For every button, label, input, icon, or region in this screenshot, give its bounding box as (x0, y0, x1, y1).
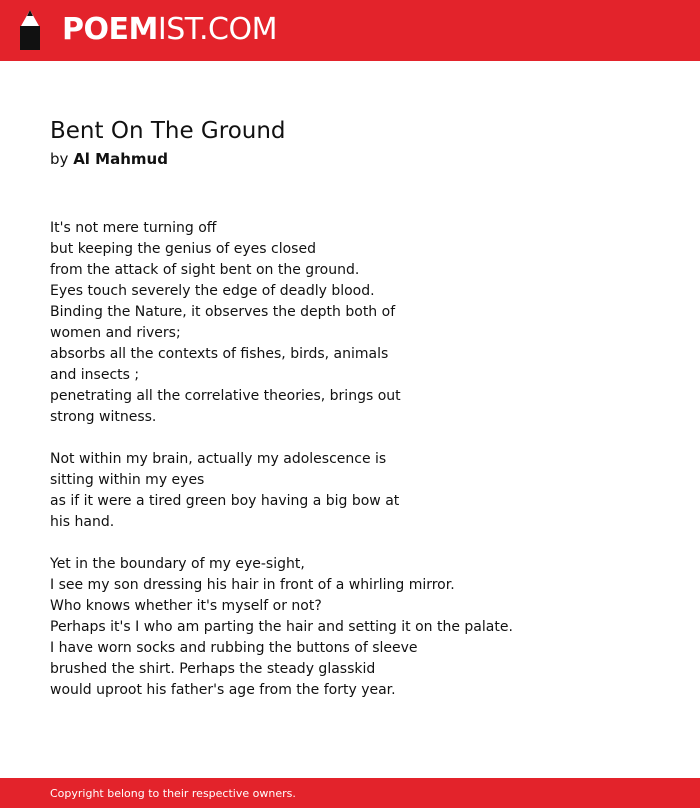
poem-line: I see my son dressing his hair in front of a whirling mirror. (50, 577, 455, 593)
poem-line: sitting within my eyes (50, 472, 205, 488)
poem-line: would uproot his father's age from the forty year. (50, 682, 396, 698)
poem-line: Binding the Nature, it observes the depth both of (50, 304, 396, 320)
logo-light-text: IST.COM (157, 12, 277, 47)
poem-line: absorbs all the contexts of fishes, birds, animals (50, 346, 389, 362)
poem-title: Bent On The Ground (50, 118, 286, 144)
poem-line: as if it were a tired green boy having a big bow at (50, 493, 400, 509)
stanza-gap (50, 428, 670, 449)
poem-line: but keeping the genius of eyes closed (50, 241, 316, 257)
poem-line: strong witness. (50, 409, 157, 425)
poem-line: his hand. (50, 514, 115, 530)
poem-line: from the attack of sight bent on the ground. (50, 262, 360, 278)
poem-body (50, 218, 670, 701)
poem-line: I have worn socks and rubbing the buttons of sleeve (50, 640, 418, 656)
stanza (50, 218, 670, 428)
stanza-gap (50, 533, 670, 554)
byline (50, 148, 168, 170)
poem-line: penetrating all the correlative theories, brings out (50, 388, 401, 404)
poem-line: Yet in the boundary of my eye-sight, (50, 556, 305, 572)
by-label: by (50, 150, 69, 168)
logo-bold-text: POEM (62, 12, 158, 47)
pencil-icon[interactable] (17, 10, 43, 50)
site-logo[interactable] (62, 12, 277, 48)
poem-line: women and rivers; (50, 325, 181, 341)
copyright-notice: Copyright belong to their respective owners. (50, 787, 296, 800)
stanza (50, 554, 670, 701)
poem-author: Al Mahmud (73, 150, 168, 168)
poem-line: Eyes touch severely the edge of deadly blood. (50, 283, 375, 299)
poem-line: Perhaps it's I who am parting the hair and setting it on the palate. (50, 619, 513, 635)
site-footer (0, 778, 700, 808)
poem-line: brushed the shirt. Perhaps the steady glasskid (50, 661, 376, 677)
poem-line: Who knows whether it's myself or not? (50, 598, 322, 614)
site-header (0, 0, 700, 61)
stanza (50, 449, 670, 533)
poem-line: It's not mere turning off (50, 220, 217, 236)
poem-line: and insects ; (50, 367, 140, 383)
poem-line: Not within my brain, actually my adolescence is (50, 451, 387, 467)
